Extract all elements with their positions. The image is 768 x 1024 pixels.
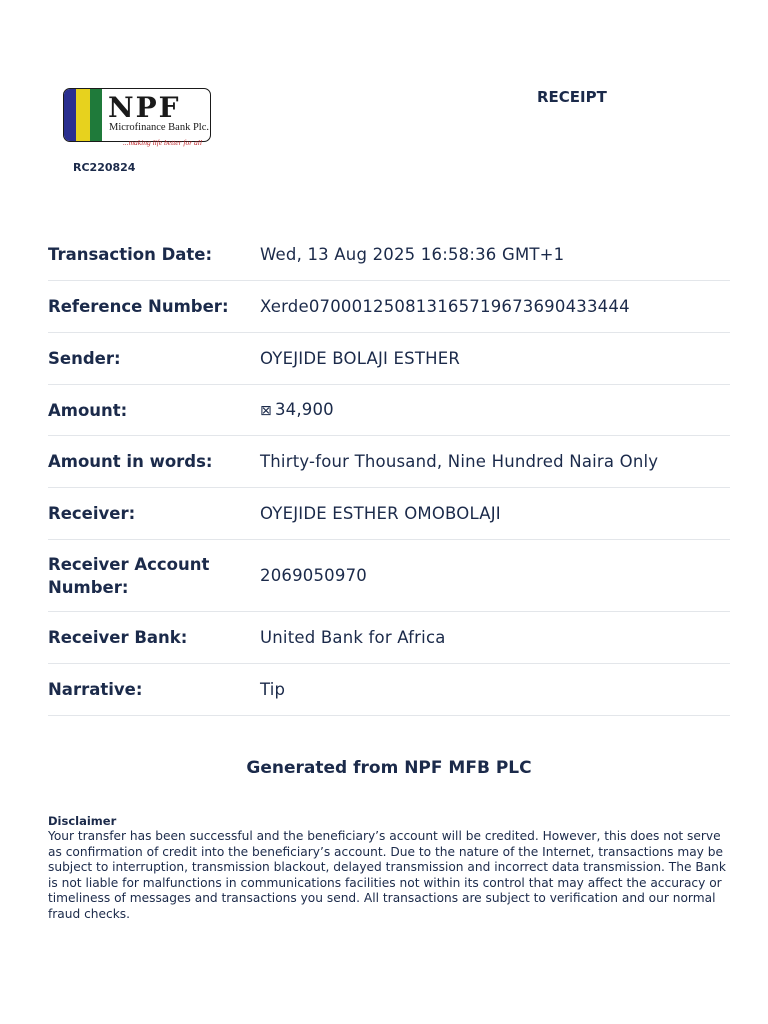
detail-label: Reference Number: <box>48 297 229 316</box>
detail-value: United Bank for Africa <box>260 628 446 647</box>
receipt-title: RECEIPT <box>537 88 607 106</box>
generated-from: Generated from NPF MFB PLC <box>246 758 532 778</box>
detail-row-receiver <box>48 488 730 540</box>
detail-label: Receiver Account Number: <box>48 554 210 597</box>
detail-row-narrative <box>48 664 730 716</box>
logo-wordmark: NPF <box>108 91 181 124</box>
detail-label: Transaction Date: <box>48 245 213 264</box>
detail-label: Receiver Bank: <box>48 628 188 647</box>
transaction-details <box>48 229 730 716</box>
detail-row-amount <box>48 385 730 436</box>
detail-label: Amount: <box>48 400 128 420</box>
naira-symbol-icon: ⊠ <box>260 402 272 419</box>
amount-value: 34,900 <box>274 399 334 419</box>
logo-stripe-green <box>90 89 102 141</box>
logo-stripe-yellow <box>76 89 90 141</box>
npf-logo <box>63 88 211 150</box>
detail-label: Narrative: <box>48 680 143 699</box>
detail-row-reference-number <box>48 281 730 333</box>
logo-tagline: ...making life better for all <box>123 138 202 147</box>
detail-label: Amount in words: <box>48 452 213 471</box>
detail-row-sender <box>48 333 730 385</box>
disclaimer-title: Disclaimer <box>48 814 117 828</box>
detail-row-receiver-account-number <box>48 540 730 612</box>
logo-frame <box>63 88 211 142</box>
detail-value: Tip <box>260 680 286 699</box>
detail-value: Thirty-four Thousand, Nine Hundred Naira Only <box>260 452 659 471</box>
detail-row-amount-in-words <box>48 436 730 488</box>
detail-value: OYEJIDE BOLAJI ESTHER <box>260 349 461 368</box>
detail-row-receiver-bank <box>48 612 730 664</box>
detail-row-transaction-date <box>48 229 730 281</box>
detail-value: Xerde070001250813165719673690433444 <box>260 297 630 316</box>
logo-subtitle: Microfinance Bank Plc. <box>109 122 210 133</box>
detail-value: OYEJIDE ESTHER OMOBOLAJI <box>260 504 501 523</box>
disclaimer-text: Your transfer has been successful and the beneficiary’s account will be credited. However, this does not serve as confirmation of credit into the beneficiary’s account. Due to the nature of the Internet, transactions may be subject to interruption, transmission blackout, delayed transmission and incorrect data transmission. The Bank is not liable for malfunctions in communications facilities not within its control that may affect the accuracy or timeliness of messages and transactions you send. All transactions are subject to verification and our normal fraud checks. <box>48 829 726 921</box>
detail-value: 2069050970 <box>260 566 367 585</box>
detail-value: Wed, 13 Aug 2025 16:58:36 GMT+1 <box>260 245 565 264</box>
logo-stripe-blue <box>64 89 76 141</box>
detail-label: Sender: <box>48 349 121 368</box>
detail-value-amount <box>260 398 730 423</box>
rc-number: RC220824 <box>73 161 136 174</box>
detail-label: Receiver: <box>48 504 136 523</box>
